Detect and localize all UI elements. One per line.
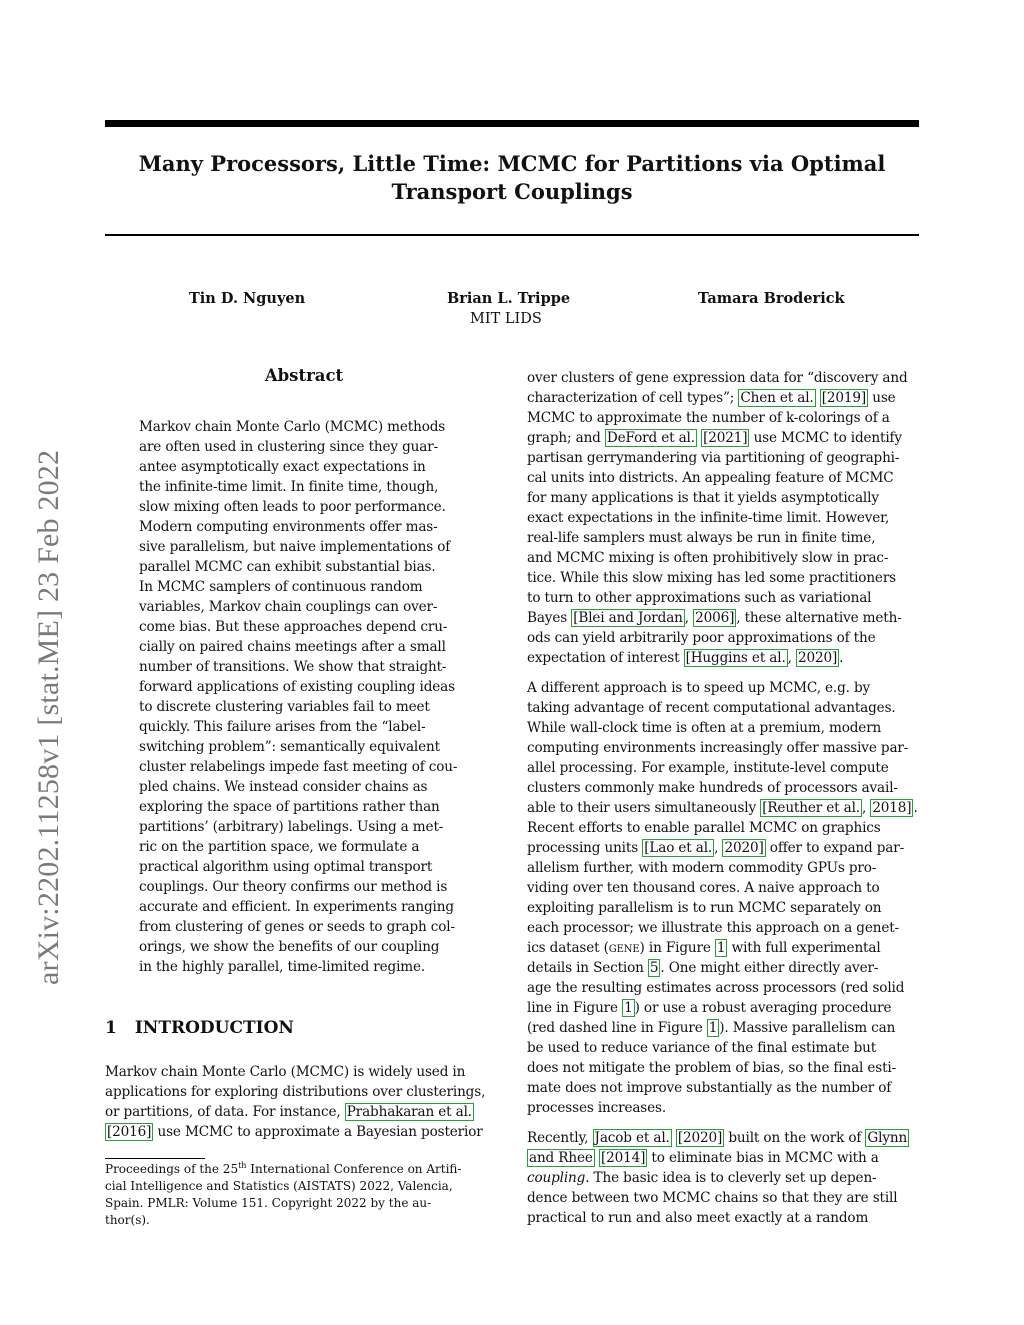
section-title: INTRODUCTION: [134, 1018, 294, 1038]
author-affiliation: MIT LIDS: [470, 311, 542, 327]
figure-reference-link[interactable]: 1: [716, 940, 726, 956]
body-line: MCMC to approximate the number of k-colorings of a: [527, 410, 890, 426]
body-line: and Rhee [2014] to eliminate bias in MCMC with a: [529, 1150, 879, 1166]
abstract-line: quickly. This failure arises from the “label-: [139, 719, 426, 735]
body-line: taking advantage of recent computational advantages.: [527, 700, 896, 716]
abstract-line: are often used in clustering since they guar-: [139, 439, 439, 455]
body-line: details in Section 5 . One might either directly aver-: [527, 960, 879, 976]
body-line: ics dataset (gene) in Figure 1 with full experimental: [527, 940, 881, 956]
citation-link[interactable]: [2021]: [703, 430, 748, 446]
abstract-line: pled chains. We instead consider chains as: [139, 779, 428, 795]
citation-link[interactable]: [2020]: [677, 1130, 723, 1146]
body-line: Recent efforts to enable parallel MCMC on graphics: [527, 820, 881, 836]
footnote-line: cial Intelligence and Statistics (AISTATS) 2022, Valencia,: [105, 1179, 453, 1193]
body-line: tice. While this slow mixing has led some practitioners: [527, 570, 896, 586]
body-line: be used to reduce variance of the final estimate but: [527, 1040, 877, 1056]
footnote-line: Spain. PMLR: Volume 151. Copyright 2022 by the au-: [105, 1196, 432, 1210]
body-line: to turn to other approximations such as variational: [527, 590, 872, 606]
citation-link[interactable]: Chen et al.: [740, 390, 814, 406]
abstract-line: forward applications of existing coupling ideas: [139, 679, 455, 695]
abstract-line: variables, Markov chain couplings can over-: [139, 599, 438, 615]
citation-link[interactable]: Glynn: [867, 1130, 908, 1146]
abstract-line: parallel MCMC can exhibit substantial bias.: [139, 559, 436, 575]
abstract-line: In MCMC samplers of continuous random: [139, 579, 423, 595]
body-line: dence between two MCMC chains so that they are still: [527, 1190, 898, 1206]
abstract-line: come bias. But these approaches depend cru-: [139, 619, 448, 635]
arxiv-identifier-stamp: arXiv:2202.11258v1 [stat.ME] 23 Feb 2022: [32, 449, 65, 985]
body-line: coupling. The basic idea is to cleverly set up depen-: [527, 1170, 877, 1186]
body-line: Bayes [Blei and Jordan , 2006] , these alternative meth-: [527, 610, 902, 626]
body-line: mate does not improve substantially as the number of: [527, 1080, 892, 1096]
abstract-line: antee asymptotically exact expectations in: [139, 459, 426, 475]
footnote-rule: [105, 1158, 205, 1159]
intro-line: Markov chain Monte Carlo (MCMC) is widely used in: [105, 1064, 466, 1080]
body-line: processing units [Lao et al. , 2020] offer to expand par-: [527, 840, 905, 856]
citation-link[interactable]: [2016]: [107, 1124, 152, 1140]
paper-title: [105, 150, 919, 206]
author-name: Tamara Broderick: [698, 290, 845, 307]
abstract-line: slow mixing often leads to poor performance.: [139, 499, 446, 515]
citation-link[interactable]: [2014]: [600, 1150, 646, 1166]
citation-link[interactable]: Jacob et al.: [594, 1130, 670, 1146]
citation-link[interactable]: [Lao et al.: [644, 840, 713, 856]
abstract-line: from clustering of genes or seeds to graph col-: [139, 919, 455, 935]
citation-link[interactable]: DeFord et al.: [606, 430, 695, 446]
abstract-line: in the highly parallel, time-limited regime.: [139, 959, 426, 975]
citation-link[interactable]: [2019]: [821, 390, 867, 406]
body-line: practical to run and also meet exactly at a random: [527, 1210, 869, 1226]
body-line: clusters commonly make hundreds of processors avail-: [527, 780, 898, 796]
footnote-line: Proceedings of the 25th International Conference on Artifi-: [105, 1161, 462, 1176]
section-reference-link[interactable]: 5: [649, 960, 659, 976]
body-line: exact expectations in the infinite-time limit. However,: [527, 510, 890, 526]
body-line: viding over ten thousand cores. A naive approach to: [527, 880, 880, 896]
body-line: expectation of interest [Huggins et al. , 2020] .: [527, 650, 844, 666]
abstract-line: Modern computing environments offer mas-: [139, 519, 438, 535]
abstract-line: cially on paired chains meetings after a small: [139, 639, 446, 655]
body-line: and MCMC mixing is often prohibitively slow in prac-: [527, 550, 889, 566]
body-line: graph; and DeFord et al. [2021] use MCMC to identify: [527, 430, 902, 446]
citation-link[interactable]: Prabhakaran et al.: [346, 1104, 472, 1120]
abstract-line: exploring the space of partitions rather than: [139, 799, 440, 815]
body-line: each processor; we illustrate this approach on a genet-: [527, 920, 899, 936]
abstract-heading: Abstract: [264, 366, 344, 385]
body-line: processes increases.: [527, 1100, 667, 1116]
section-heading-introduction: [105, 1018, 294, 1038]
citation-link[interactable]: and Rhee: [529, 1150, 593, 1166]
abstract-line: number of transitions. We show that straight-: [139, 659, 447, 675]
body-line: cal units into districts. An appealing feature of MCMC: [527, 470, 894, 486]
intro-line: or partitions, of data. For instance, Prabhakaran et al.: [105, 1104, 472, 1120]
abstract-line: practical algorithm using optimal transport: [139, 859, 433, 875]
citation-link[interactable]: 2018]: [872, 800, 912, 816]
body-line: A different approach is to speed up MCMC, e.g. by: [527, 680, 871, 696]
author-name: Tin D. Nguyen: [189, 290, 306, 307]
body-line: able to their users simultaneously [Reuther et al. , 2018] .: [527, 800, 918, 816]
body-line: age the resulting estimates across processors (red solid: [527, 980, 905, 996]
body-line: allelism further, with modern commodity GPUs pro-: [527, 860, 877, 876]
author-name: Brian L. Trippe: [447, 290, 571, 307]
paper-title-line-2: Transport Couplings: [391, 179, 633, 204]
abstract-line: sive parallelism, but naive implementations of: [139, 539, 451, 555]
title-bottom-rule: [105, 234, 919, 236]
body-line: does not mitigate the problem of bias, so the final esti-: [527, 1060, 897, 1076]
body-line: over clusters of gene expression data for “discovery and: [527, 370, 908, 386]
citation-link[interactable]: [Huggins et al.: [685, 650, 786, 666]
body-line: computing environments increasingly offer massive par-: [527, 740, 909, 756]
abstract-line: partitions’ (arbitrary) labelings. Using a met-: [139, 819, 444, 835]
body-line: (red dashed line in Figure 1 ). Massive parallelism can: [527, 1020, 896, 1036]
footnote-line: thor(s).: [105, 1213, 150, 1227]
body-line: characterization of cell types”; Chen et al. [2019] use: [527, 390, 896, 406]
abstract-line: ric on the partition space, we formulate a: [139, 839, 420, 855]
citation-link[interactable]: [Reuther et al.: [762, 800, 860, 816]
citation-link[interactable]: 2020]: [797, 650, 838, 666]
citation-link[interactable]: 2020]: [724, 840, 764, 856]
citation-link[interactable]: 2006]: [695, 610, 735, 626]
abstract-line: Markov chain Monte Carlo (MCMC) methods: [139, 419, 446, 435]
body-line: line in Figure 1 ) or use a robust averaging procedure: [527, 1000, 892, 1016]
body-line: While wall-clock time is often at a premium, modern: [527, 720, 882, 736]
abstract-line: orings, we show the benefits of our coupling: [139, 939, 440, 955]
proceedings-footnote: [105, 1161, 503, 1229]
abstract-line: the infinite-time limit. In finite time, though,: [139, 479, 439, 495]
abstract-line: accurate and efficient. In experiments ranging: [139, 899, 454, 915]
body-line: for many applications is that it yields asymptotically: [527, 490, 879, 506]
body-line: Recently, Jacob et al. [2020] built on the work of Glynn: [527, 1130, 908, 1146]
paper-title-line-1: Many Processors, Little Time: MCMC for Partitions via Optimal: [138, 151, 886, 176]
intro-line: applications for exploring distributions over clusterings,: [105, 1084, 486, 1100]
title-top-rule: [105, 120, 919, 127]
figure-reference-link[interactable]: 1: [708, 1020, 718, 1036]
body-line: ods can yield arbitrarily poor approximations of the: [527, 630, 876, 646]
abstract-line: cluster relabelings impede fast meeting of cou-: [139, 759, 458, 775]
abstract-line: to discrete clustering variables fail to meet: [139, 699, 430, 715]
section-number: 1: [105, 1018, 117, 1038]
figure-reference-link[interactable]: 1: [624, 1000, 633, 1016]
body-line: partisan gerrymandering via partitioning of geographi-: [527, 450, 900, 466]
abstract-line: switching problem”: semantically equivalent: [139, 739, 440, 755]
body-line: real-life samplers must always be run in finite time,: [527, 530, 876, 546]
body-line: allel processing. For example, institute-level compute: [527, 760, 889, 776]
body-line: exploiting parallelism is to run MCMC separately on: [527, 900, 882, 916]
citation-link[interactable]: [Blei and Jordan: [573, 610, 683, 626]
abstract-line: couplings. Our theory confirms our method is: [139, 879, 448, 895]
intro-line: [2016] use MCMC to approximate a Bayesian posterior: [107, 1124, 483, 1140]
